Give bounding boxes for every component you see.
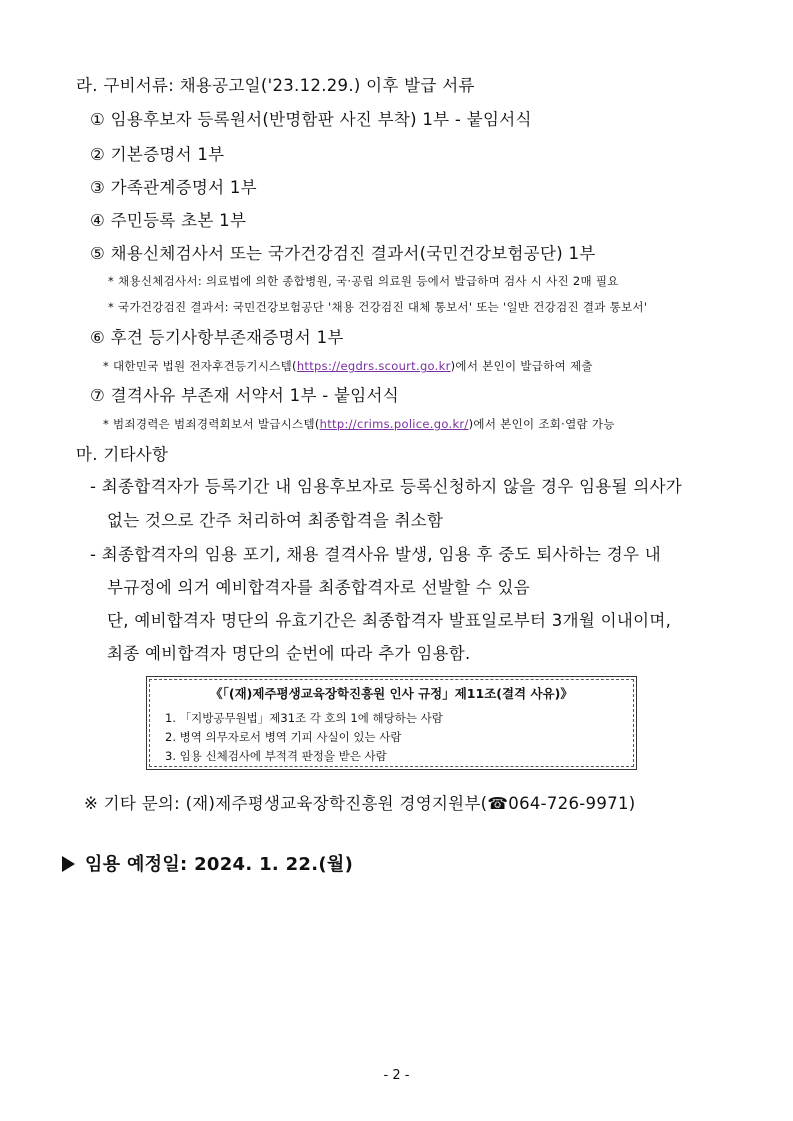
- bullet-1-line-2: 없는 것으로 간주 처리하여 최종합격을 취소함: [107, 511, 444, 530]
- triangle-right-icon: [62, 856, 75, 872]
- inquiry-line: [84, 790, 636, 814]
- section-ma-heading: 마. 기타사항: [76, 445, 169, 464]
- appointment-line: [62, 850, 353, 876]
- doc-item-2: ② 기본증명서 1부: [90, 145, 225, 164]
- regulation-box-title: 《「(재)제주평생교육장학진흥원 인사 규정」제11조(결격 사유)》: [210, 686, 573, 701]
- note-criminal-prefix: * 범죄경력은 범죄경력회보서 발급시스템(: [103, 417, 320, 431]
- phone-icon: ☎: [487, 794, 509, 813]
- doc-item-4: ④ 주민등록 초본 1부: [90, 211, 247, 230]
- doc-item-6: ⑥ 후견 등기사항부존재증명서 1부: [90, 328, 344, 347]
- egdrs-link[interactable]: https://egdrs.scourt.go.kr: [296, 359, 451, 373]
- note-guardianship-suffix: )에서 본인이 발급하여 제출: [450, 359, 593, 373]
- page-number: - 2 -: [383, 1068, 410, 1083]
- inquiry-prefix: ※ 기타 문의: (재)제주평생교육장학진흥원 경영지원부(: [84, 794, 488, 813]
- note-criminal-suffix: )에서 본인이 조회·열람 가능: [468, 417, 615, 431]
- note-national-checkup: * 국가건강검진 결과서: 국민건강보험공단 '채용 건강검진 대체 통보서' 또는 '일반 건강검진 결과 통보서': [108, 300, 648, 314]
- note-criminal-record: [103, 416, 615, 432]
- bullet-2-line-1: - 최종합격자의 임용 포기, 채용 결격사유 발생, 임용 후 중도 퇴사하는 경우 내: [90, 545, 662, 564]
- doc-item-1: ① 임용후보자 등록원서(반명함판 사진 부착) 1부 - 붙임서식: [90, 110, 532, 129]
- appointment-text: 임용 예정일: 2024. 1. 22.(월): [85, 854, 354, 875]
- doc-item-5: ⑤ 채용신체검사서 또는 국가건강검진 결과서(국민건강보험공단) 1부: [90, 244, 596, 263]
- bullet-1-line-1: - 최종합격자가 등록기간 내 임용후보자로 등록신청하지 않을 경우 임용될 의사가: [90, 477, 683, 496]
- bullet-2-line-4: 최종 예비합격자 명단의 순번에 따라 추가 임용함.: [107, 644, 471, 663]
- bullet-2-line-2: 부규정에 의거 예비합격자를 최종합격자로 선발할 수 있음: [107, 578, 531, 597]
- doc-item-3: ③ 가족관계증명서 1부: [90, 178, 257, 197]
- regulation-box: [146, 676, 637, 770]
- note-guardianship: [103, 358, 593, 374]
- regulation-item-3: 3. 임용 신체검사에 부적격 판정을 받은 사람: [165, 749, 387, 763]
- inquiry-phone: 064-726-9971: [508, 794, 629, 813]
- note-guardianship-prefix: * 대한민국 법원 전자후견등기시스템(: [103, 359, 297, 373]
- doc-item-7: ⑦ 결격사유 부존재 서약서 1부 - 붙임서식: [90, 386, 399, 405]
- regulation-item-2: 2. 병역 의무자로서 병역 기피 사실이 있는 사람: [165, 730, 402, 744]
- bullet-2-line-3: 단, 예비합격자 명단의 유효기간은 최종합격자 발표일로부터 3개월 이내이며,: [107, 611, 672, 630]
- regulation-item-1: 1. 「지방공무원법」제31조 각 호의 1에 해당하는 사람: [165, 711, 443, 725]
- crims-link[interactable]: http://crims.police.go.kr/: [319, 417, 469, 431]
- note-health-check: * 채용신체검사서: 의료법에 의한 종합병원, 국·공립 의료원 등에서 발급하며 검사 시 사진 2매 필요: [108, 274, 619, 288]
- inquiry-suffix: ): [628, 794, 636, 813]
- section-ra-heading: 라. 구비서류: 채용공고일('23.12.29.) 이후 발급 서류: [76, 76, 475, 95]
